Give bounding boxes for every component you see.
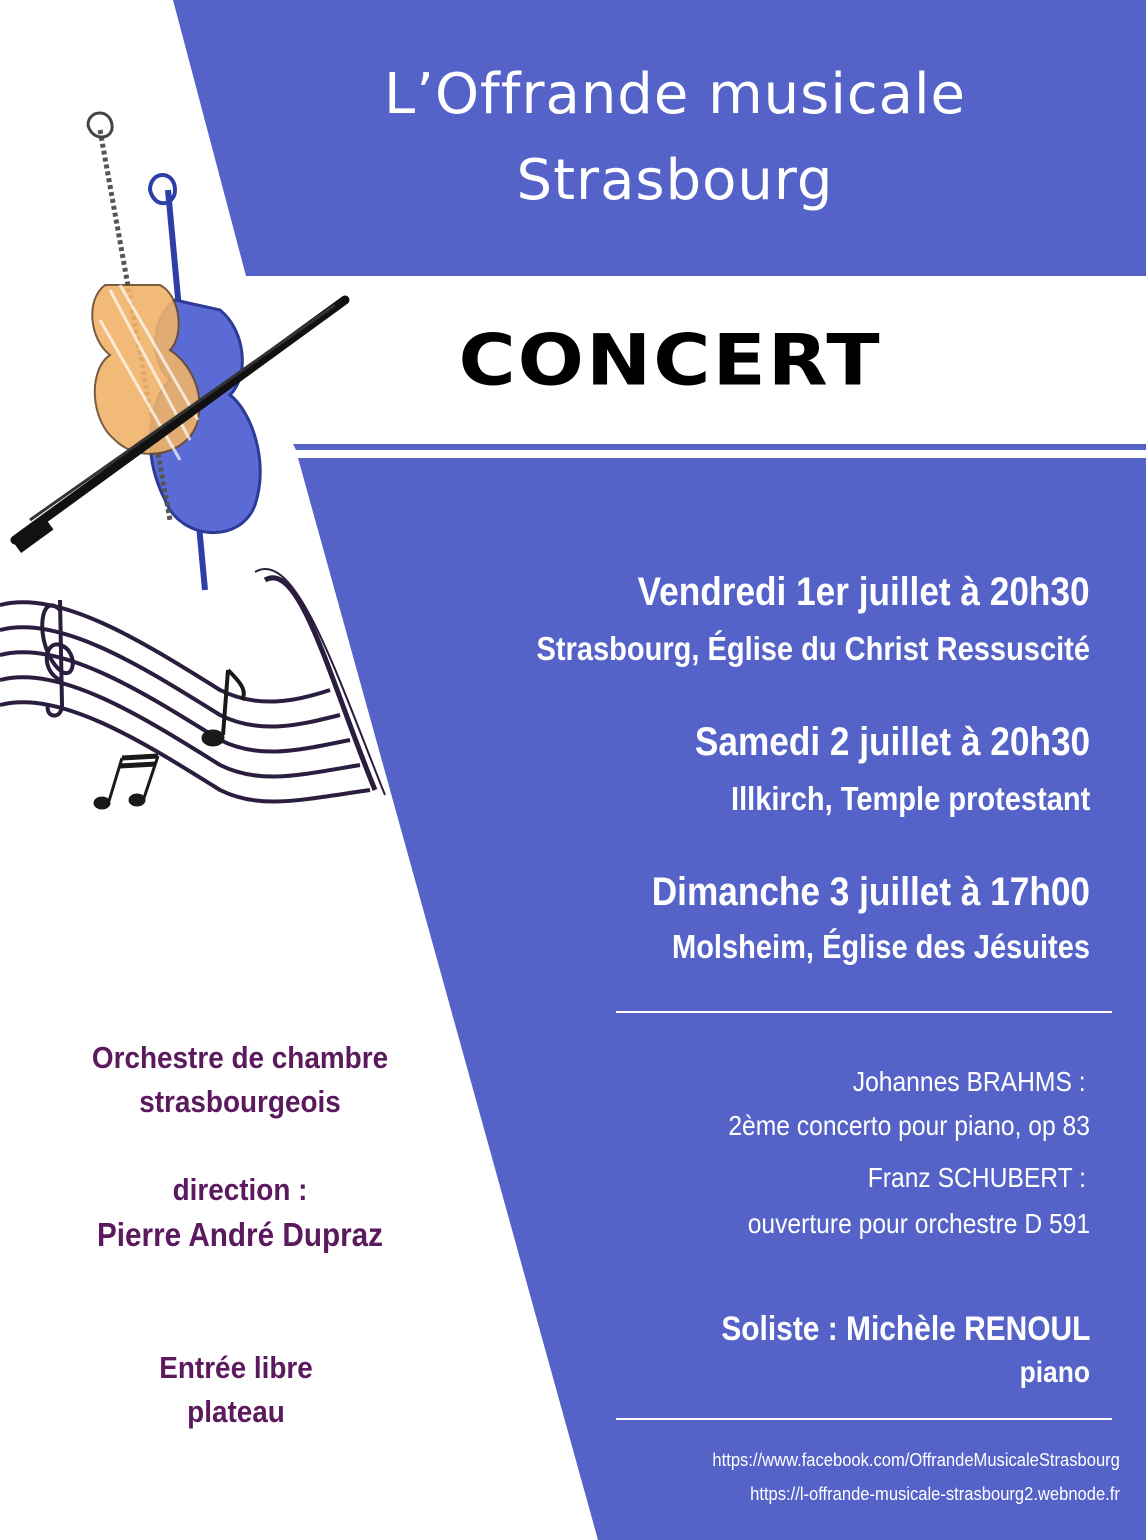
concert-venue-2: Illkirch, Temple protestant [730,780,1090,817]
entry-line-2: plateau [187,1394,285,1429]
thin-blue-stripe [293,444,1146,450]
divider-rule-2 [616,1418,1112,1420]
orchestra-name-line-2: strasbourgeois [139,1084,341,1119]
website-link[interactable]: https://l-offrande-musicale-strasbourg2.webnode.fr [750,1484,1120,1504]
program-composer-2: Franz SCHUBERT : [867,1162,1086,1193]
poster-title-line-1: L’Offrande musicale [383,62,967,127]
program-work-2: ouverture pour orchestre D 591 [747,1208,1090,1239]
conductor-name: Pierre André Dupraz [96,1216,384,1253]
concert-date-2: Samedi 2 juillet à 20h30 [694,720,1090,764]
concert-banner: CONCERT [458,320,882,402]
top-blue-band [173,0,1146,276]
concert-date-3: Dimanche 3 juillet à 17h00 [651,870,1090,914]
music-staff-icon [0,569,385,802]
concert-venue-1: Strasbourg, Église du Christ Ressuscité [536,630,1090,667]
soloist-name: Soliste : Michèle RENOUL [720,1310,1090,1348]
program-work-1: 2ème concerto pour piano, op 83 [728,1110,1090,1141]
orchestra-name-line-1: Orchestre de chambre [91,1040,389,1075]
soloist-instrument: piano [1019,1356,1090,1389]
facebook-link[interactable]: https://www.facebook.com/OffrandeMusicaleStrasbourg [712,1450,1120,1470]
poster-title-line-2: Strasbourg [516,148,834,213]
concert-date-1: Vendredi 1er juillet à 20h30 [638,570,1090,614]
divider-rule-1 [616,1011,1112,1013]
direction-label: direction : [172,1172,308,1207]
concert-venue-3: Molsheim, Église des Jésuites [671,928,1090,965]
program-composer-1: Johannes BRAHMS : [853,1066,1086,1097]
entry-line-1: Entrée libre [159,1350,313,1385]
